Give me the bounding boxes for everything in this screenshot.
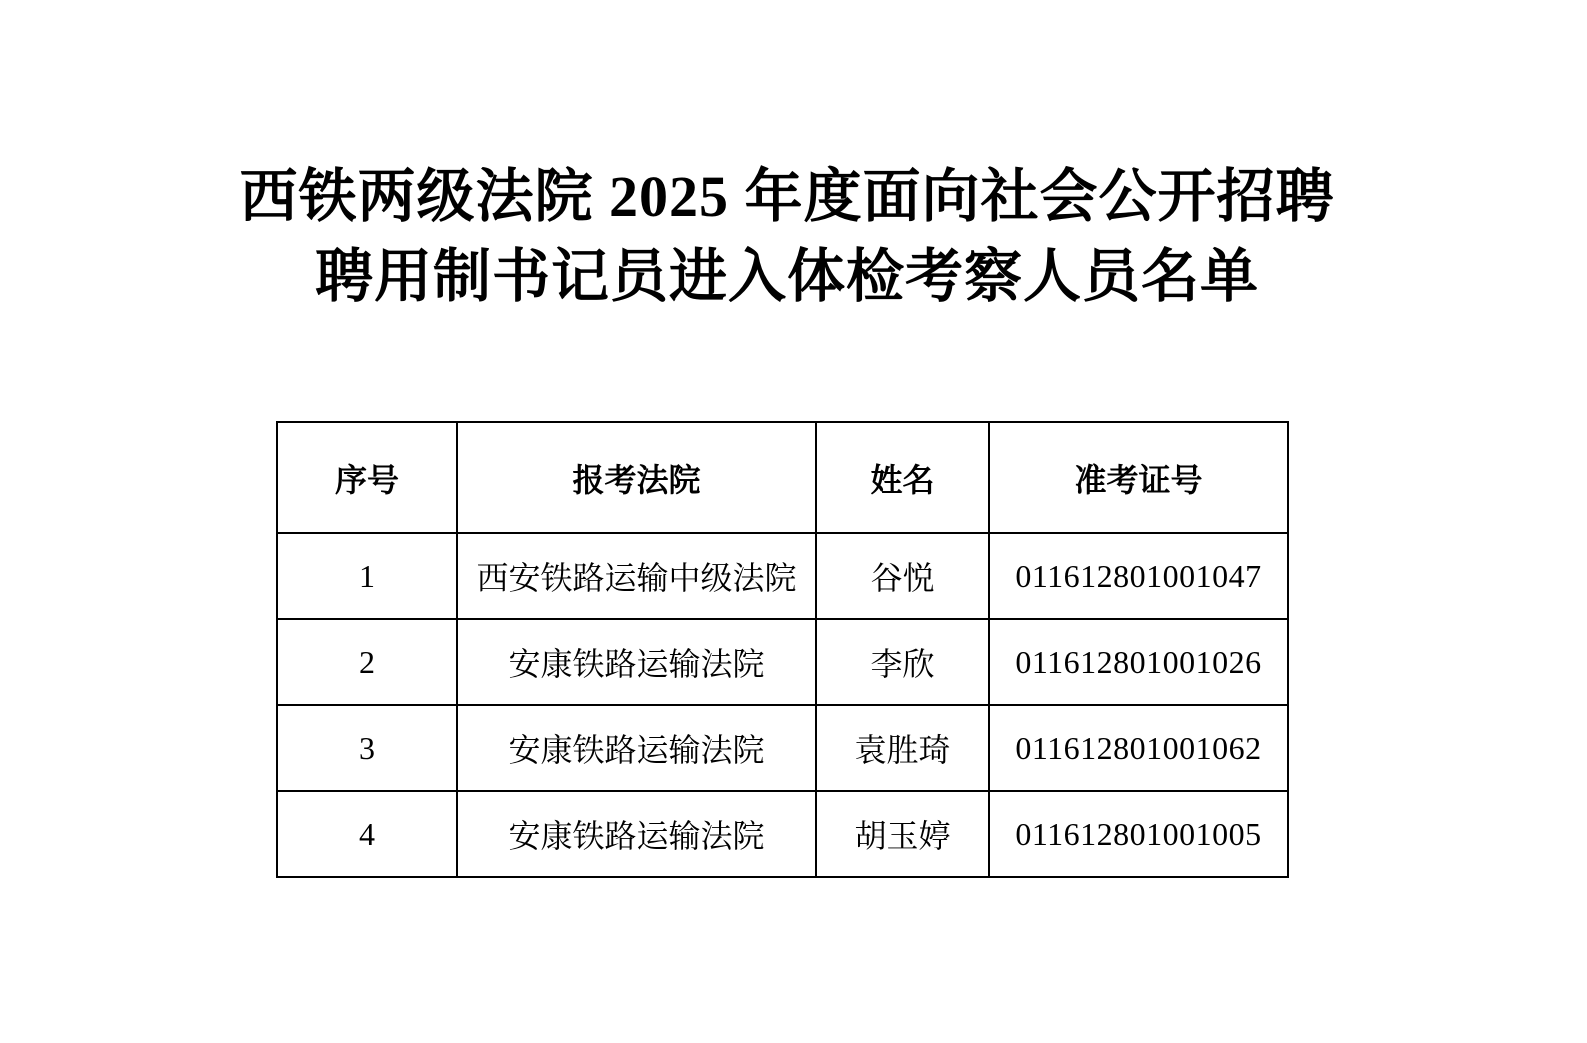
header-court-applied: 报考法院 — [457, 422, 816, 533]
court-cell: 安康铁路运输法院 — [457, 619, 816, 705]
name-cell: 胡玉婷 — [816, 791, 989, 877]
serial-number-cell: 4 — [277, 791, 457, 877]
serial-number-cell: 3 — [277, 705, 457, 791]
table-row — [277, 619, 1288, 705]
name-cell: 李欣 — [816, 619, 989, 705]
court-cell: 西安铁路运输中级法院 — [457, 533, 816, 619]
court-cell: 安康铁路运输法院 — [457, 705, 816, 791]
page-title-line-1: 西铁两级法院 2025 年度面向社会公开招聘 — [239, 164, 1335, 229]
table-header-row — [277, 422, 1288, 533]
page-title — [0, 0, 1574, 317]
table-row — [277, 533, 1288, 619]
ticket-number-cell: 011612801001047 — [989, 533, 1288, 619]
header-candidate-name: 姓名 — [816, 422, 989, 533]
name-cell: 谷悦 — [816, 533, 989, 619]
serial-number-cell: 1 — [277, 533, 457, 619]
header-serial-number: 序号 — [277, 422, 457, 533]
candidates-table-container — [276, 421, 1587, 878]
candidates-table — [276, 421, 1289, 878]
court-cell: 安康铁路运输法院 — [457, 791, 816, 877]
name-cell: 袁胜琦 — [816, 705, 989, 791]
ticket-number-cell: 011612801001005 — [989, 791, 1288, 877]
page-title-line-2: 聘用制书记员进入体检考察人员名单 — [314, 244, 1259, 309]
ticket-number-cell: 011612801001062 — [989, 705, 1288, 791]
ticket-number-cell: 011612801001026 — [989, 619, 1288, 705]
serial-number-cell: 2 — [277, 619, 457, 705]
table-row — [277, 791, 1288, 877]
table-row — [277, 705, 1288, 791]
header-admission-ticket-number: 准考证号 — [989, 422, 1288, 533]
